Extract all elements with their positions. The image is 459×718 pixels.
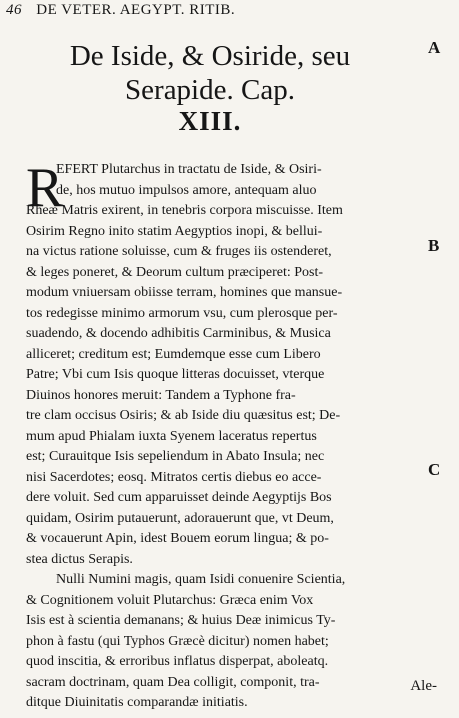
text-line: na victus ratione soluisse, cum & fruges iis ostenderet, — [26, 244, 332, 259]
catchword: Ale- — [410, 678, 437, 694]
text-line: Osirim Regno inito statim Aegyptios inopi, & bellui- — [26, 223, 323, 239]
text-line: quod inscitia, & erroribus inflatus disperpat, aboleatq. — [26, 654, 329, 669]
drop-capital: R — [26, 157, 64, 219]
text-line: modum vniuersam obiisse terram, homines que mansue- — [26, 285, 343, 300]
text-line: EFERT Plutarchus in tractatu de Iside, & Osiri- — [56, 162, 322, 177]
text-line: tre clam occisus Osiris; & ab Iside diu quæsitus est; De- — [26, 408, 341, 423]
chapter-title-line-1: De Iside, & Osiride, seu — [69, 40, 351, 72]
text-line: & Cognitionem voluit Plutarchus: Græca enim Vox — [26, 592, 314, 608]
text-line: Patre; Vbi cum Isis quoque litteras docuisset, vterque — [26, 367, 325, 382]
text-line: alliceret; creditum est; Eumdemque esse cum Libero — [26, 346, 321, 362]
text-line: sacram doctrinam, quam Dea colligit, componit, tra- — [26, 674, 320, 690]
chapter-title-line-2: Serapide. Cap. — [125, 74, 295, 106]
text-line: tos redegisse minimo armorum vsu, cum plerosque per- — [26, 305, 338, 321]
text-line: ditque Diuinitatis comparandæ initiatis. — [26, 695, 248, 710]
text-line: & vocauerunt Apin, idest Bouem eorum lingua; & po- — [26, 531, 329, 546]
text-line: est; Curauitque Isis sepeliendum in Abato Insula; nec — [26, 449, 325, 464]
running-head — [6, 2, 235, 19]
body-text — [26, 157, 426, 714]
text-line: & leges poneret, & Deorum cultum præciperet: Post- — [26, 264, 324, 280]
running-title: DE VETER. AEGYPT. RITIB. — [36, 2, 236, 18]
margin-letter-c: C — [428, 460, 441, 479]
margin-letter-a: A — [428, 38, 441, 57]
margin-letter-b: B — [428, 236, 440, 255]
text-line: phon à fastu (qui Typhos Græcè dicitur) nomen habet; — [26, 633, 329, 649]
text-line: nisi Sacerdotes; eosq. Mitratos certis diebus eo acce- — [26, 469, 322, 485]
text-line: quidam, Osirim putauerunt, adorauerunt que, vt Deum, — [26, 510, 334, 526]
text-line: dere voluit. Sed cum apparuisset deinde Aegyptijs Bos — [26, 490, 332, 505]
chapter-number: XIII. — [178, 106, 242, 136]
text-line: de, hos mutuo impulsos amore, antequam aluo — [56, 182, 317, 198]
text-line: Diuinos honores meruit: Tandem a Typhone fra- — [26, 387, 296, 403]
page-number: 46 — [6, 2, 22, 18]
text-line: stea dictus Serapis. — [26, 551, 133, 567]
text-line: Nulli Numini magis, quam Isidi conuenire Scientia, — [56, 572, 346, 587]
text-line: suadendo, & docendo adhibitis Carminibus, & Musica — [26, 326, 331, 341]
text-line: mum apud Phialam iuxta Syenem laceratus repertus — [26, 428, 317, 444]
text-line: Isis est à scientia demanans; & huius Deæ inimicus Ty- — [26, 613, 336, 628]
text-line: Rheæ Matris exirent, in tenebris corpora miscuisse. Item — [26, 203, 343, 218]
